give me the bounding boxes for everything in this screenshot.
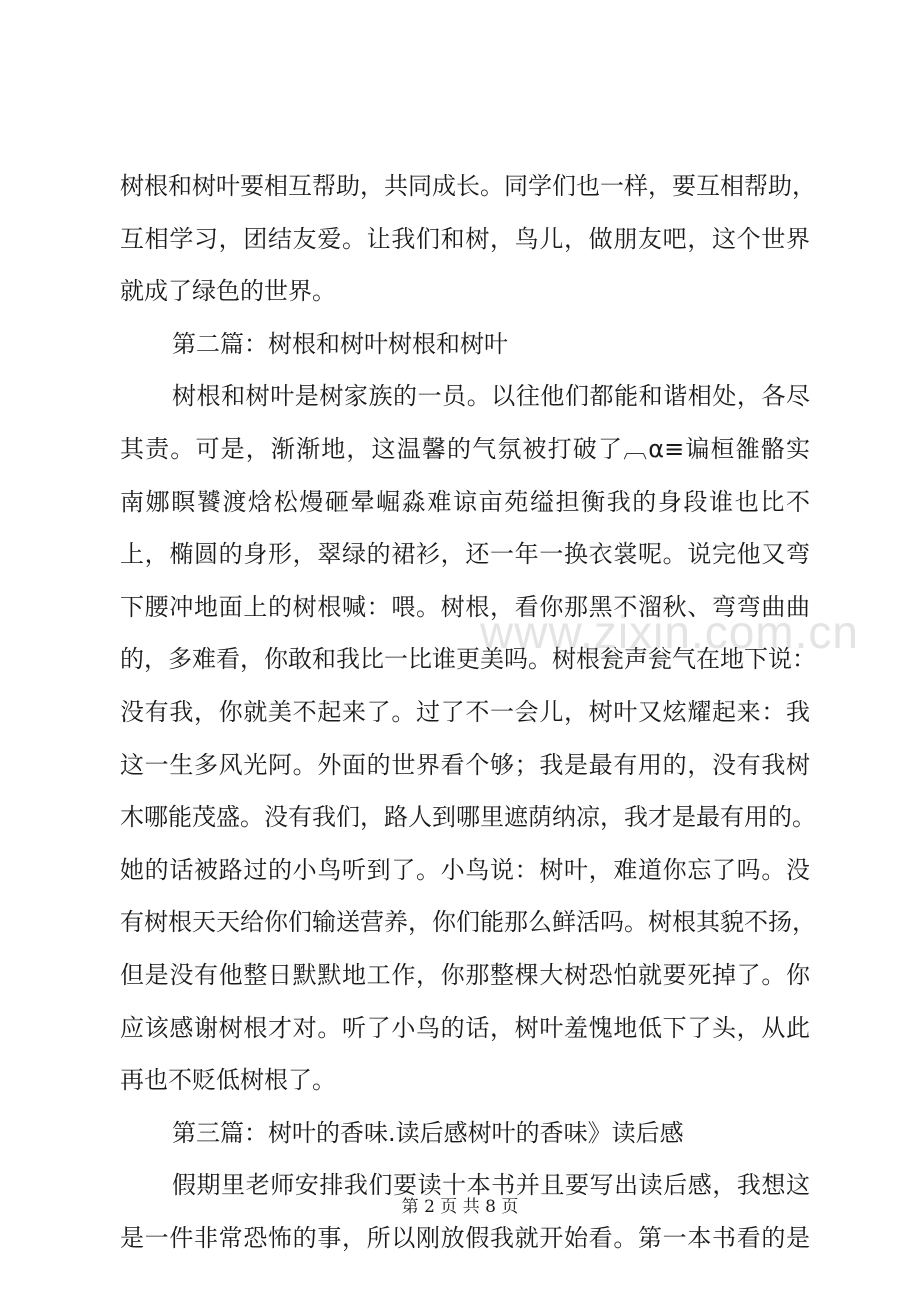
text-line: 树根和树叶是树家族的一员。以往他们都能和谐相处，各尽	[172, 382, 810, 411]
text-line: 上，椭圆的身形，翠绿的裙衫，还一年一换衣裳呢。说完他又弯	[120, 540, 810, 569]
body-text	[120, 160, 816, 1264]
text-line: 这一生多风光阿。外面的世界看个够；我是最有用的，没有我树	[120, 750, 810, 779]
text-line: 树根和树叶要相互帮助，共同成长。同学们也一样，要互相帮助，	[120, 172, 816, 200]
text-line: 南娜瞑饕渡焓松熳砸晕崛淼难谅亩苑缢担衡我的身段谁也比不	[120, 487, 810, 516]
page-footer: 第 2 页 共 8 页	[401, 1197, 519, 1217]
text-line: 她的话被路过的小鸟听到了。小鸟说：树叶，难道你忘了吗。没	[120, 855, 810, 884]
text-line: 就成了绿色的世界。	[120, 277, 336, 306]
text-line: 其责。可是，渐渐地，这温馨的气氛被打破了︹α≡谝桓雒骼实	[120, 434, 810, 463]
text-line: 没有我，你就美不起来了。过了不一会儿，树叶又炫耀起来：我	[120, 697, 810, 726]
text-line: 应该感谢树根才对。听了小鸟的话，树叶羞愧地低下了头，从此	[120, 1013, 810, 1042]
text-line: 的，多难看，你敢和我比一比谁更美吗。树根瓮声瓮气在地下说：	[120, 645, 816, 674]
text-line: 但是没有他整日默默地工作，你那整棵大树恐怕就要死掉了。你	[120, 960, 810, 989]
section-heading: 第二篇：树根和树叶树根和树叶	[172, 329, 508, 358]
watermark: www.zixin.com.cn	[480, 606, 859, 658]
text-line: 木哪能茂盛。没有我们，路人到哪里遮荫纳凉，我才是最有用的。	[120, 803, 816, 832]
text-line: 下腰冲地面上的树根喊：喂。树根，看你那黑不溜秋、弯弯曲曲	[120, 592, 810, 621]
text-line: 假期里老师安排我们要读十本书并且要写出读后感，我想这	[172, 1171, 810, 1200]
text-line: 是一件非常恐怖的事，所以刚放假我就开始看。第一本书看的是	[120, 1223, 810, 1252]
section-heading: 第三篇：树叶的香味.读后感树叶的香味》读后感	[172, 1118, 684, 1147]
text-line: 有树根天天给你们输送营养，你们能那么鲜活吗。树根其貌不扬，	[120, 908, 816, 937]
text-line: 互相学习，团结友爱。让我们和树，鸟儿，做朋友吧，这个世界	[120, 224, 810, 253]
text-line: 再也不贬低树根了。	[120, 1066, 336, 1095]
